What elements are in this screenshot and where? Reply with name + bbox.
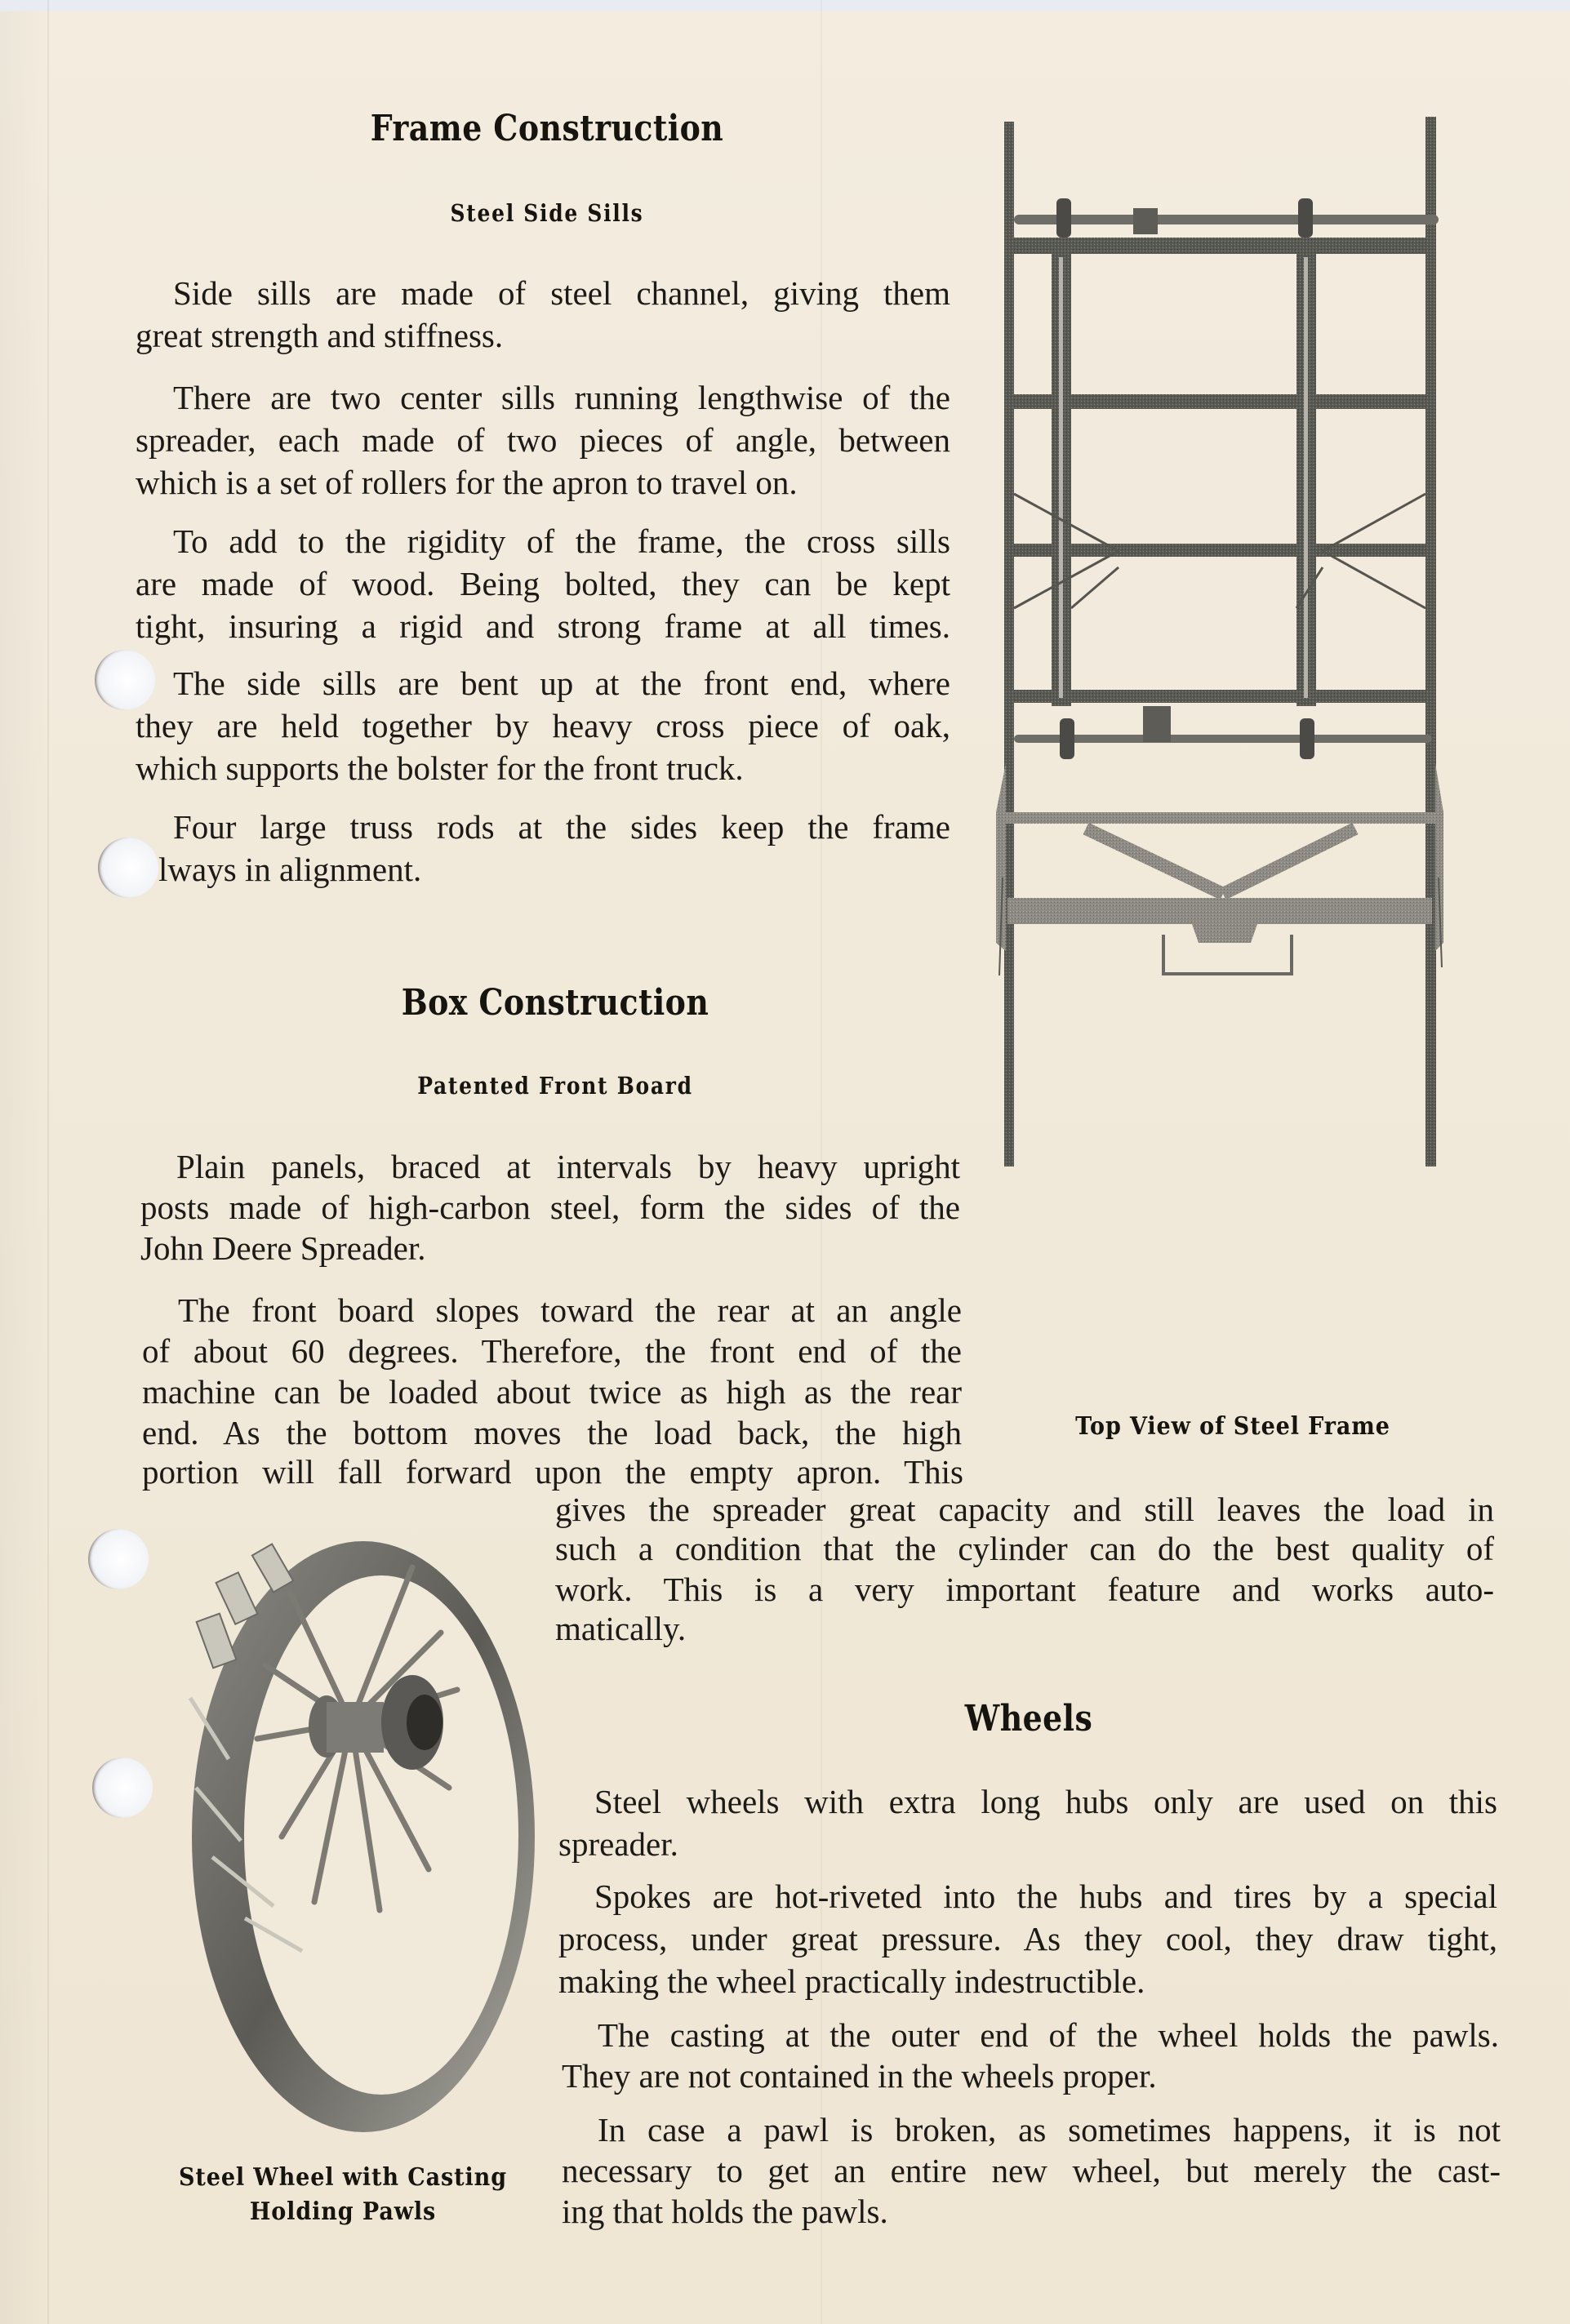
steel-wheel-illustration-icon bbox=[167, 1526, 543, 2147]
figure-caption-wheel-line2: Holding Pawls bbox=[249, 2197, 437, 2226]
text-line: they are held together by heavy cross piece of oak, bbox=[136, 707, 950, 744]
steel-frame-illustration-icon bbox=[996, 110, 1470, 1408]
text-line: They are not contained in the wheels proper. bbox=[562, 2057, 1157, 2095]
text-line: of about 60 degrees. Therefore, the front end of the bbox=[142, 1332, 962, 1370]
text-line: tight, insuring a rigid and strong frame at all times. bbox=[136, 607, 950, 645]
text-line: such a condition that the cylinder can do the best quality of bbox=[555, 1530, 1494, 1567]
text-line: Plain panels, braced at intervals by heavy upright bbox=[176, 1148, 960, 1185]
text-line: matically. bbox=[555, 1610, 687, 1647]
text-line: The front board slopes toward the rear at an angle bbox=[178, 1291, 962, 1329]
scan-top-edge bbox=[0, 0, 1570, 11]
text-line: To add to the rigidity of the frame, the cross sills bbox=[173, 522, 950, 560]
punch-hole bbox=[95, 650, 155, 710]
text-line: posts made of high-carbon steel, form the sides of the bbox=[140, 1189, 960, 1226]
section-title-wheels: Wheels bbox=[964, 1698, 1093, 1740]
text-line: great strength and stiffness. bbox=[136, 317, 504, 354]
figure-caption-frame: Top View of Steel Frame bbox=[1075, 1412, 1390, 1441]
section-title-frame: Frame Construction bbox=[370, 108, 724, 149]
text-line: ing that holds the pawls. bbox=[562, 2193, 888, 2230]
figure-caption-wheel-line1: Steel Wheel with Casting bbox=[179, 2163, 507, 2192]
text-line: The casting at the outer end of the wheel holds the pawls. bbox=[598, 2016, 1499, 2054]
page-fold-line bbox=[47, 0, 49, 2324]
text-line: Four large truss rods at the sides keep the frame bbox=[173, 808, 950, 846]
punch-hole bbox=[88, 1529, 149, 1589]
text-line: which supports the bolster for the front truck. bbox=[136, 749, 744, 787]
section-title-box: Box Construction bbox=[401, 982, 709, 1024]
punch-hole bbox=[98, 838, 158, 898]
text-line: work. This is a very important feature and works auto- bbox=[555, 1571, 1494, 1608]
text-line: making the wheel practically indestructible. bbox=[558, 1962, 1145, 2000]
text-line: In case a pawl is broken, as sometimes happens, it is not bbox=[598, 2111, 1501, 2148]
text-line: spreader, each made of two pieces of angle, between bbox=[136, 421, 950, 459]
punch-hole bbox=[92, 1757, 153, 1818]
text-line: end. As the bottom moves the load back, the high bbox=[142, 1414, 962, 1451]
text-line: Steel wheels with extra long hubs only are used on this bbox=[594, 1783, 1497, 1820]
text-line: are made of wood. Being bolted, they can be kept bbox=[136, 565, 950, 602]
text-line: gives the spreader great capacity and still leaves the load in bbox=[555, 1491, 1494, 1528]
text-line: portion will fall forward upon the empty apron. This bbox=[142, 1453, 963, 1491]
text-line: lways in alignment. bbox=[158, 851, 422, 888]
text-line: Spokes are hot-riveted into the hubs and tires by a special bbox=[594, 1877, 1497, 1915]
text-line: spreader. bbox=[558, 1825, 678, 1863]
text-line: There are two center sills running lengthwise of the bbox=[173, 379, 950, 416]
text-line: necessary to get an entire new wheel, but merely the cast- bbox=[562, 2152, 1501, 2189]
section-subtitle-frame: Steel Side Sills bbox=[450, 199, 644, 227]
text-line: machine can be loaded about twice as high as the rear bbox=[142, 1373, 962, 1411]
text-line: John Deere Spreader. bbox=[140, 1229, 426, 1267]
section-subtitle-box: Patented Front Board bbox=[417, 1072, 693, 1100]
text-line: process, under great pressure. As they cool, they draw tight, bbox=[558, 1920, 1497, 1957]
text-line: which is a set of rollers for the apron to travel on. bbox=[136, 464, 798, 501]
text-line: The side sills are bent up at the front end, where bbox=[173, 664, 950, 702]
text-line: Side sills are made of steel channel, giving them bbox=[173, 274, 950, 312]
